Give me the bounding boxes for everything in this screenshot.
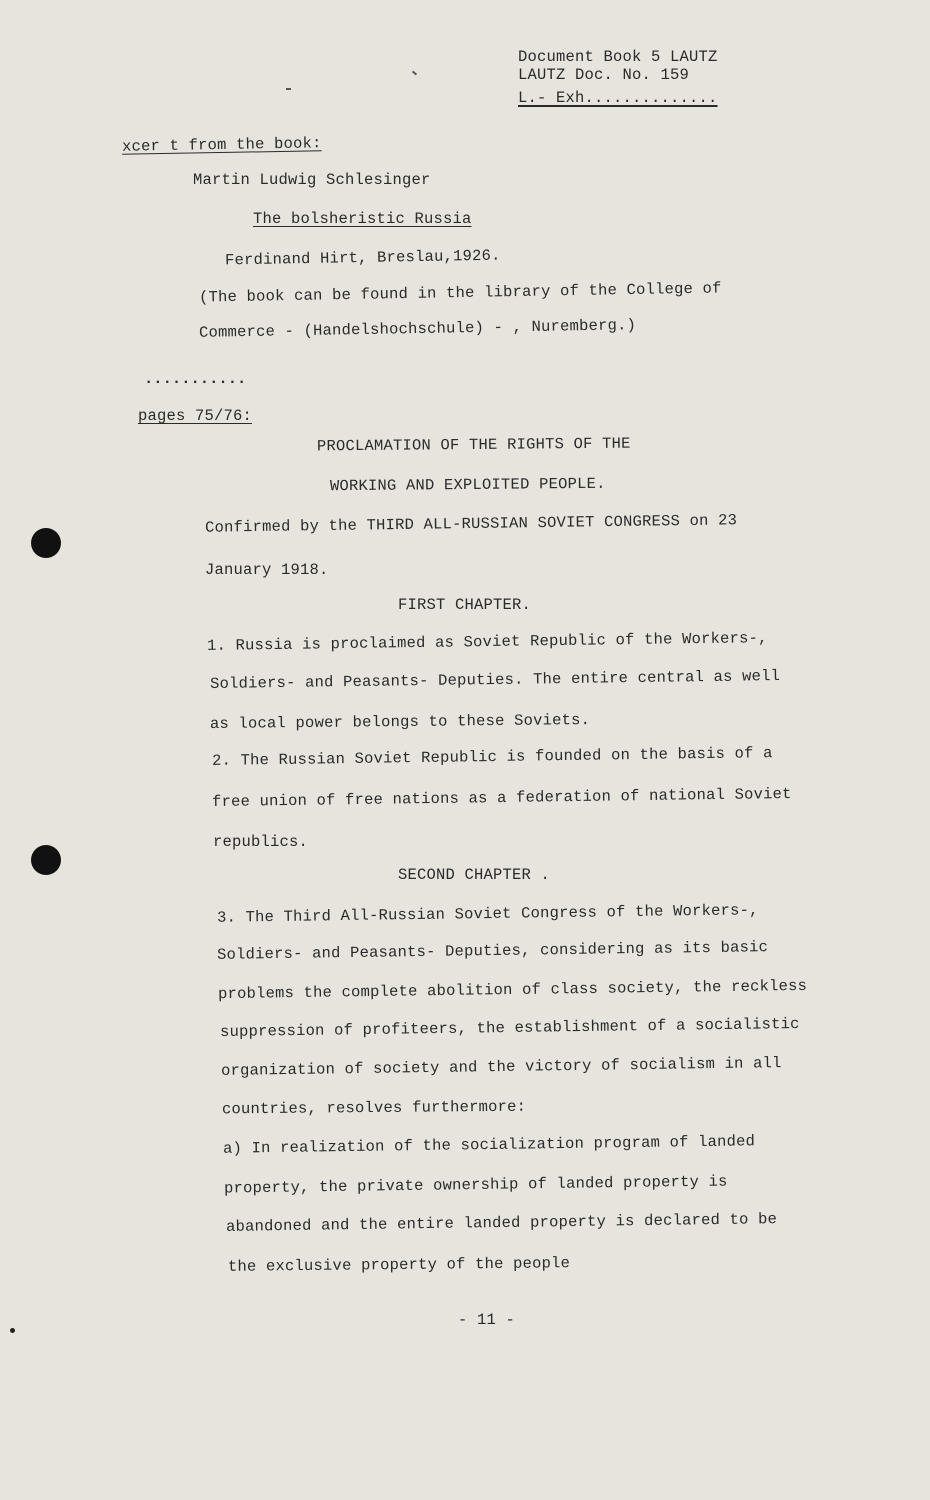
pages-label: pages 75/76: — [138, 407, 253, 425]
separator-dots: ........... — [144, 370, 247, 388]
book-publisher: Ferdinand Hirt, Breslau,1926. — [224, 246, 501, 270]
chapter-1-line: republics. — [213, 833, 309, 851]
proclamation-title-2: WORKING AND EXPLOITED PEOPLE. — [329, 474, 606, 496]
chapter-2-line: a) In realization of the socialization program of landed — [222, 1132, 756, 1158]
punch-hole — [31, 528, 61, 558]
stray-mark — [412, 71, 417, 76]
stray-mark — [286, 88, 291, 90]
chapter-2-line: Soldiers- and Peasants- Deputies, considering as its basic — [216, 938, 769, 964]
confirmation-line-2: January 1918. — [205, 561, 329, 579]
confirmation-line-1: Confirmed by the THIRD ALL-RUSSIAN SOVIET CONGRESS on 23 — [204, 511, 738, 537]
excerpt-label: xcer t from the book: — [121, 134, 322, 156]
book-author: Martin Ludwig Schlesinger — [193, 171, 431, 189]
doc-number-line: LAUTZ Doc. No. 159 — [518, 66, 690, 84]
book-note-line-1: (The book can be found in the library of the College of — [198, 279, 722, 307]
chapter-2-heading: SECOND CHAPTER . — [398, 866, 551, 884]
chapter-2-line: property, the private ownership of landed property is — [223, 1172, 728, 1198]
chapter-1-heading: FIRST CHAPTER. — [398, 596, 532, 614]
book-title: The bolsheristic Russia — [253, 210, 472, 228]
chapter-1-line: Soldiers- and Peasants- Deputies. The entire central as well — [209, 667, 781, 693]
chapter-2-line: countries, resolves furthermore: — [221, 1097, 527, 1119]
page-number: - 11 - — [458, 1311, 516, 1329]
chapter-2-line: abandoned and the entire landed property is declared to be — [225, 1210, 778, 1236]
chapter-2-line: suppression of profiteers, the establishment of a socialistic — [219, 1014, 800, 1042]
chapter-1-line: as local power belongs to these Soviets. — [209, 711, 591, 733]
chapter-2-line: organization of society and the victory of socialism in all — [220, 1054, 782, 1080]
chapter-2-line: the exclusive property of the people — [227, 1254, 571, 1276]
punch-hole — [31, 845, 61, 875]
chapter-1-line: 1. Russia is proclaimed as Soviet Republic of the Workers-, — [206, 629, 768, 655]
book-note-line-2: Commerce - (Handelshochschule) - , Nuremberg.) — [198, 316, 637, 342]
proclamation-title-1: PROCLAMATION OF THE RIGHTS OF THE — [316, 434, 631, 456]
chapter-2-line: 3. The Third All-Russian Soviet Congress of the Workers-, — [216, 901, 759, 927]
chapter-2-line: problems the complete abolition of class society, the reckless — [217, 976, 808, 1004]
doc-book-line: Document Book 5 LAUTZ — [518, 48, 718, 66]
speck — [10, 1328, 15, 1333]
chapter-1-line: free union of free nations as a federation of national Soviet — [211, 784, 792, 812]
chapter-1-line: 2. The Russian Soviet Republic is founded on the basis of a — [211, 744, 773, 770]
exhibit-line: L.- Exh.............. — [518, 89, 718, 107]
